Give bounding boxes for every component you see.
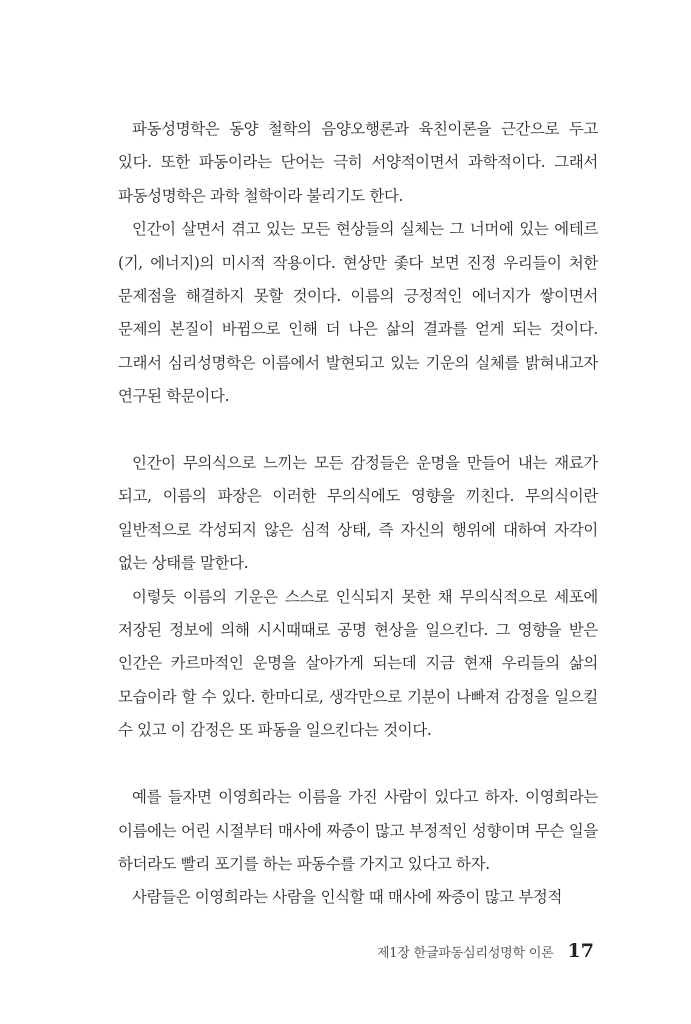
paragraph-5: 예를 들자면 이영희라는 이름을 가진 사람이 있다고 하자. 이영희라는 이름에는 어린 시절부터 매사에 짜증이 많고 부정적인 성향이며 무슨 일을 하더라도 빨리 포기를 하는 파동수를 가지고 있다고 하자. — [118, 788, 598, 873]
page-footer — [377, 940, 594, 962]
running-head: 제1장 한글파동심리성명학 이론 — [376, 946, 554, 961]
page-number: 17 — [567, 940, 594, 962]
paragraph-spacer — [118, 414, 598, 447]
paragraph-6: 사람들은 이영희라는 사람을 인식할 때 매사에 짜증이 많고 부정적 — [132, 888, 563, 907]
paragraph-3: 인간이 무의식으로 느끼는 모든 감정들은 운명을 만들어 내는 재료가 되고, 이름의 파장은 이러한 무의식에도 영향을 끼친다. 무의식이란 일반적으로 각성되지 않은 심적 상태, 즉 자신의 행위에 대하여 자각이 없는 상태를 말한다. — [118, 454, 598, 573]
page-body — [118, 113, 598, 915]
paragraph-4: 이렇듯 이름의 기운은 스스로 인식되지 못한 채 무의식적으로 세포에 저장된 정보에 의해 시시때때로 공명 현상을 일으킨다. 그 영향을 받은 인간은 카르마적인 운명을 살아가게 되는데 지금 현재 우리들의 삶의 모습이라 할 수 있다. 한마디로, 생각만으로 기분이 나빠져 감정을 일으킬 수 있고 이 감정은 또 파동을 일으킨다는 것이다. — [118, 587, 598, 740]
paragraph-1: 파동성명학은 동양 철학의 음양오행론과 육친이론을 근간으로 두고 있다. 또한 파동이라는 단어는 극히 서양적이면서 과학적이다. 그래서 파동성명학은 과학 철학이라 불리기도 한다. — [118, 120, 598, 205]
paragraph-spacer — [118, 748, 598, 781]
paragraph-2: 인간이 살면서 겪고 있는 모든 현상들의 실체는 그 너머에 있는 에테르(기, 에너지)의 미시적 작용이다. 현상만 좇다 보면 진정 우리들이 처한 문제점을 해결하지 못할 것이다. 이름의 긍정적인 에너지가 쌓이면서 문제의 본질이 바뀜으로 인해 더 나은 삶의 결과를 얻게 되는 것이다. 그래서 심리성명학은 이름에서 발현되고 있는 기운의 실체를 밝혀내고자 연구된 학문이다. — [118, 220, 598, 406]
